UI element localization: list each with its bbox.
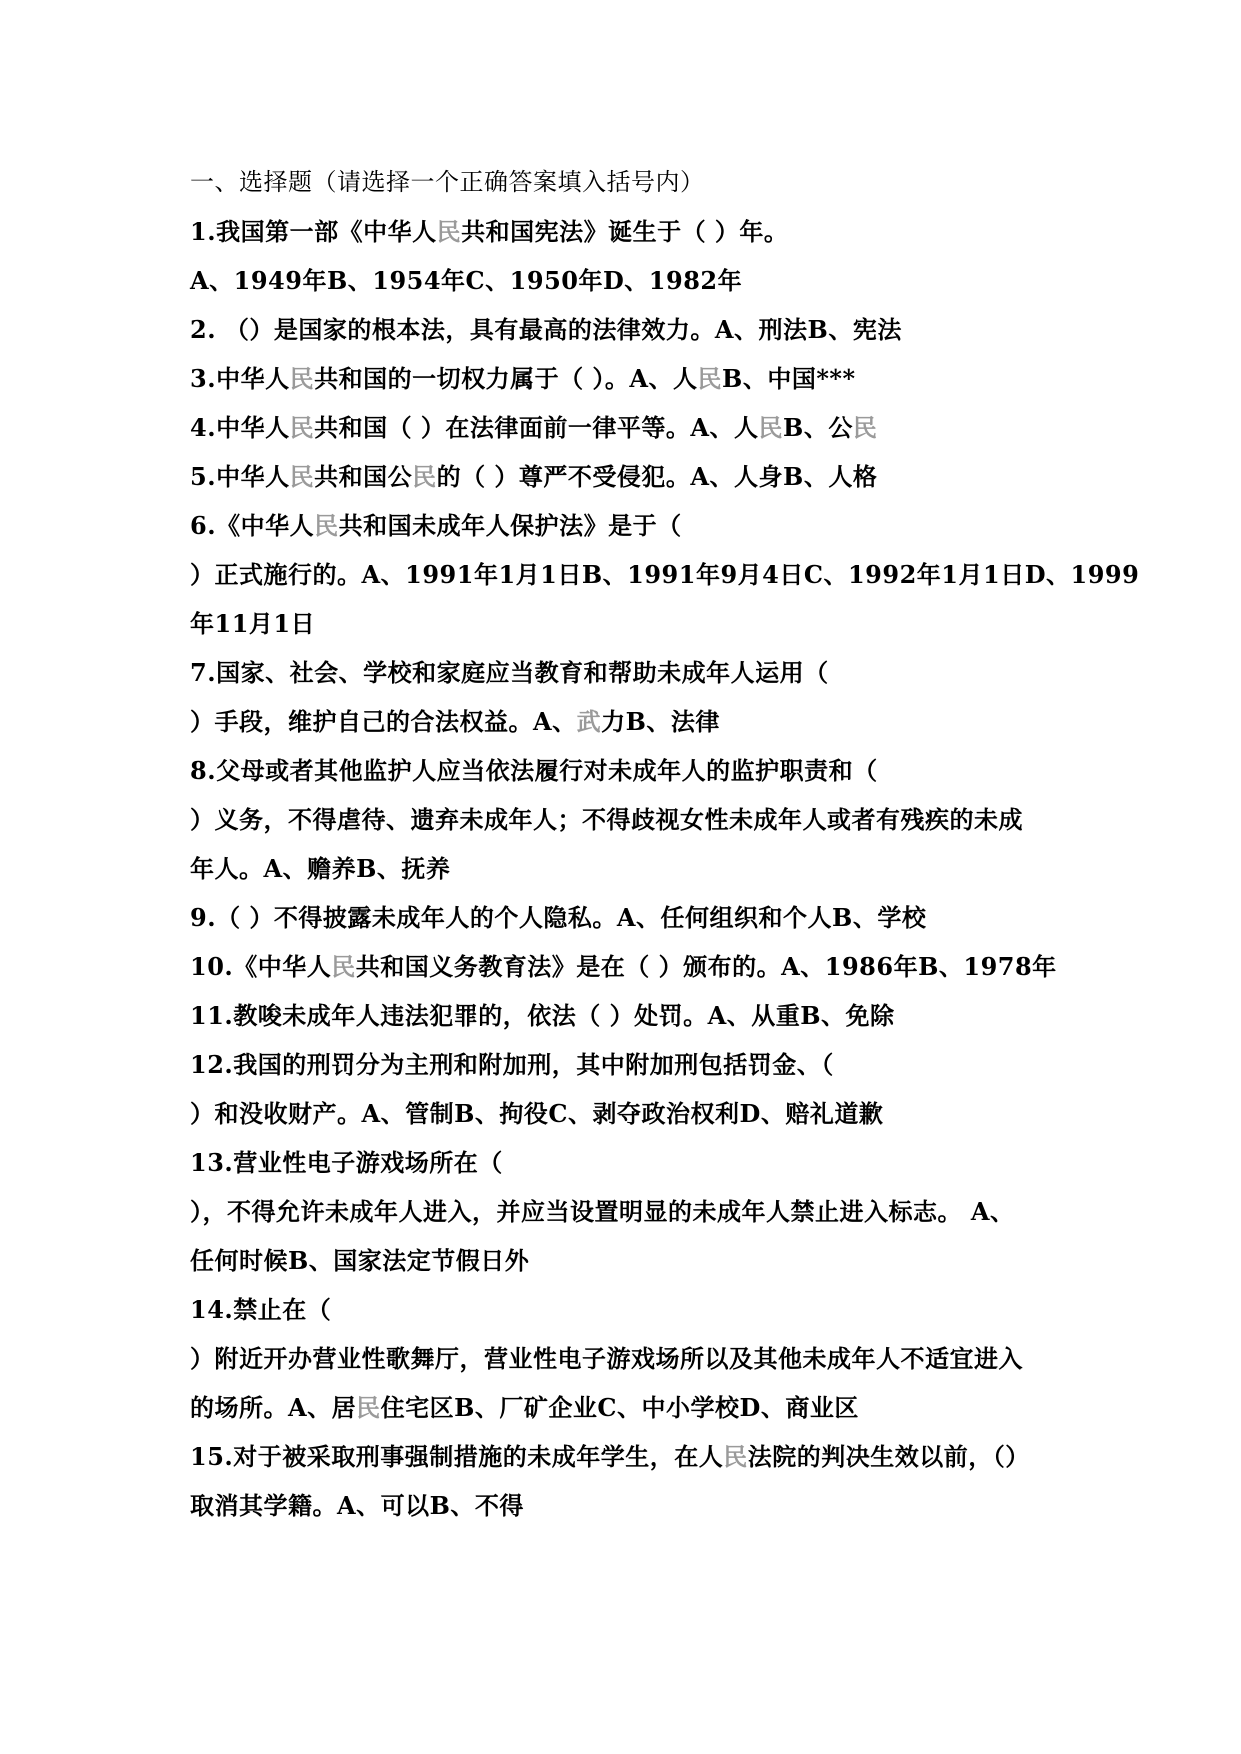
question-line: 14.禁止在（ — [190, 1295, 332, 1324]
question-line: 取消其学籍。A、可以B、不得 — [190, 1491, 524, 1520]
faded-character: 民 — [356, 1393, 381, 1422]
faded-character: 民 — [436, 217, 462, 246]
question-line: ）正式施行的。A、1991年1月1日B、1991年9月4日C、1992年1月1日D、1999 — [190, 560, 1140, 589]
question-line: 2. （）是国家的根本法，具有最高的法律效力。A、刑法B、宪法 — [190, 315, 902, 344]
faded-character: 民 — [723, 1442, 748, 1471]
faded-character: 民 — [314, 511, 339, 540]
question-line: 15.对于被采取刑事强制措施的未成年学生，在人民法院的判决生效以前，（） — [190, 1442, 1030, 1471]
question-line: 13.营业性电子游戏场所在（ — [190, 1148, 503, 1177]
faded-character: 民 — [697, 364, 723, 393]
faded-character: 民 — [412, 462, 437, 491]
question-line: 的场所。A、居民住宅区B、厂矿企业C、中小学校D、商业区 — [190, 1393, 859, 1422]
question-line: 5.中华人民共和国公民的（ ）尊严不受侵犯。A、人身B、人格 — [190, 462, 878, 491]
question-line: 6.《中华人民共和国未成年人保护法》是于（ — [190, 511, 682, 540]
question-line: 9.（ ）不得披露未成年人的个人隐私。A、任何组织和个人B、学校 — [190, 903, 927, 932]
question-line: 年11月1日 — [190, 609, 316, 638]
faded-character: 民 — [289, 364, 315, 393]
answer-options-line: A、1949年B、1954年C、1950年D、1982年 — [190, 266, 743, 295]
faded-character: 民 — [331, 952, 356, 981]
question-line: 7.国家、社会、学校和家庭应当教育和帮助未成年人运用（ — [190, 658, 829, 687]
question-line: ），不得允许未成年人进入，并应当设置明显的未成年人禁止进入标志。 A、 — [190, 1197, 1015, 1226]
question-line: ）义务，不得虐待、遗弃未成年人；不得歧视女性未成年人或者有残疾的未成 — [190, 805, 1023, 834]
faded-character: 武 — [576, 707, 602, 736]
question-line: ）附近开办营业性歌舞厅，营业性电子游戏场所以及其他未成年人不适宜进入 — [190, 1344, 1023, 1373]
faded-character: 民 — [289, 413, 315, 442]
faded-character: 民 — [758, 413, 784, 442]
exam-page — [190, 158, 1140, 1530]
question-line: ）和没收财产。A、管制B、拘役C、剥夺政治权利D、赔礼道歉 — [190, 1099, 884, 1128]
section-heading: 一、选择题（请选择一个正确答案填入括号内） — [190, 168, 705, 196]
question-line: 4.中华人民共和国（ ）在法律面前一律平等。A、人民B、公民 — [190, 413, 878, 442]
question-line: 年人。A、赡养B、抚养 — [190, 854, 451, 883]
question-line: 11.教唆未成年人违法犯罪的，依法（ ）处罚。A、从重B、免除 — [190, 1001, 895, 1030]
faded-character: 民 — [852, 413, 878, 442]
faded-character: 民 — [289, 462, 315, 491]
question-line: ）手段，维护自己的合法权益。A、武力B、法律 — [190, 707, 720, 736]
question-line: 3.中华人民共和国的一切权力属于（ ）。A、人民B、中国*** — [190, 364, 856, 393]
question-line: 8.父母或者其他监护人应当依法履行对未成年人的监护职责和（ — [190, 756, 878, 785]
question-line: 10.《中华人民共和国义务教育法》是在（ ）颁布的。A、1986年B、1978年 — [190, 952, 1057, 981]
question-line: 1.我国第一部《中华人民共和国宪法》诞生于（ ）年。 — [190, 217, 789, 246]
question-line: 12.我国的刑罚分为主刑和附加刑，其中附加刑包括罚金、（ — [190, 1050, 834, 1079]
question-line: 任何时候B、国家法定节假日外 — [190, 1246, 530, 1275]
